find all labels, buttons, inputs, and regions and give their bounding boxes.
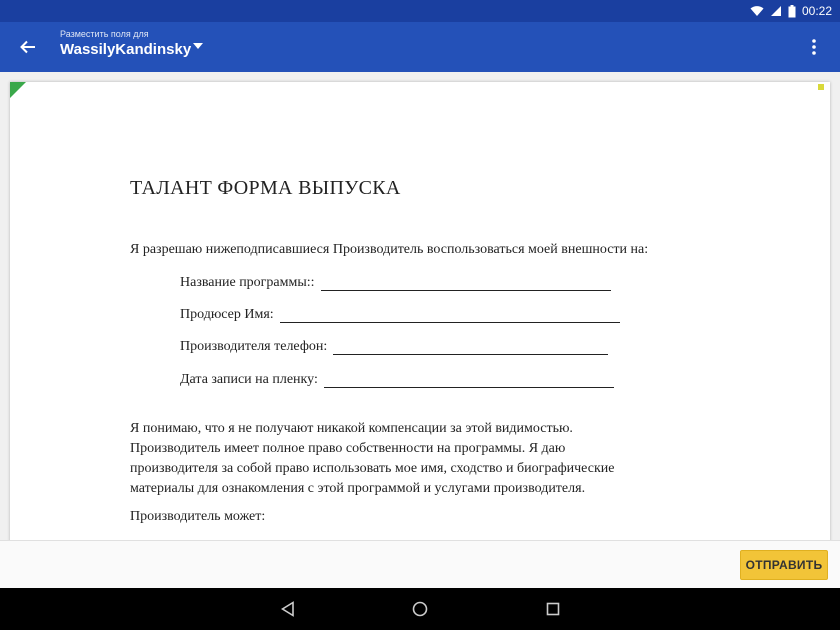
nav-home-button[interactable] [410, 599, 430, 619]
signal-icon [770, 5, 782, 17]
circle-home-icon [412, 601, 428, 617]
producer-may-text: Производитель может: [130, 509, 266, 524]
field-line[interactable] [324, 374, 614, 388]
arrow-back-icon [20, 39, 36, 55]
agreement-paragraph [130, 419, 614, 499]
page-corner-marker [10, 82, 26, 98]
more-vert-icon [812, 39, 816, 55]
paragraph-line: производителя за собой право использовать мое имя, сходство и биографические [130, 461, 615, 476]
triangle-back-icon [281, 601, 295, 617]
battery-icon [788, 5, 796, 18]
document-viewer[interactable] [0, 72, 840, 540]
bottom-action-bar [0, 540, 840, 588]
status-bar [0, 0, 840, 22]
navigation-bar [0, 588, 840, 630]
more-options-button[interactable] [804, 35, 824, 59]
document-page [10, 82, 830, 540]
wifi-icon [750, 5, 764, 17]
back-button[interactable] [14, 34, 42, 60]
nav-recents-button[interactable] [543, 599, 563, 619]
nav-back-button[interactable] [278, 599, 298, 619]
status-icons [750, 3, 832, 19]
document-heading: ТАЛАНТ ФОРМА ВЫПУСКА [130, 177, 401, 199]
field-label: Дата записи на пленку: [180, 372, 318, 387]
paragraph-line: Я понимаю, что я не получают никакой компенсации за этой видимостью. [130, 421, 573, 436]
field-line[interactable] [333, 341, 608, 355]
status-time: 00:22 [801, 4, 832, 18]
field-producer-name[interactable] [180, 307, 620, 323]
field-line[interactable] [280, 309, 620, 323]
field-producer-phone[interactable] [180, 339, 608, 355]
field-label: Продюсер Имя: [180, 307, 274, 322]
field-program-name[interactable] [180, 275, 611, 291]
app-subtitle: Разместить поля для [60, 29, 149, 39]
app-bar [0, 22, 840, 72]
paragraph-line: материалы для ознакомления с этой программой и услугами производителя. [130, 481, 586, 496]
intro-text: Я разрешаю нижеподписавшиеся Производитель воспользоваться моей внешности на: [130, 242, 649, 257]
send-button[interactable]: ОТПРАВИТЬ [740, 550, 828, 580]
document-title: WassilyKandinsky [60, 41, 192, 58]
paragraph-line: Производитель имеет полное право собственности на программы. Я даю [130, 441, 566, 456]
field-line[interactable] [321, 277, 611, 291]
field-label: Название программы:: [180, 275, 315, 290]
field-recording-date[interactable] [180, 372, 614, 388]
caret-down-icon[interactable] [192, 41, 204, 51]
field-label: Производителя телефон: [180, 339, 328, 354]
page-corner-dot [818, 84, 824, 90]
square-recents-icon [546, 602, 560, 616]
document-title-selector[interactable] [60, 29, 191, 58]
